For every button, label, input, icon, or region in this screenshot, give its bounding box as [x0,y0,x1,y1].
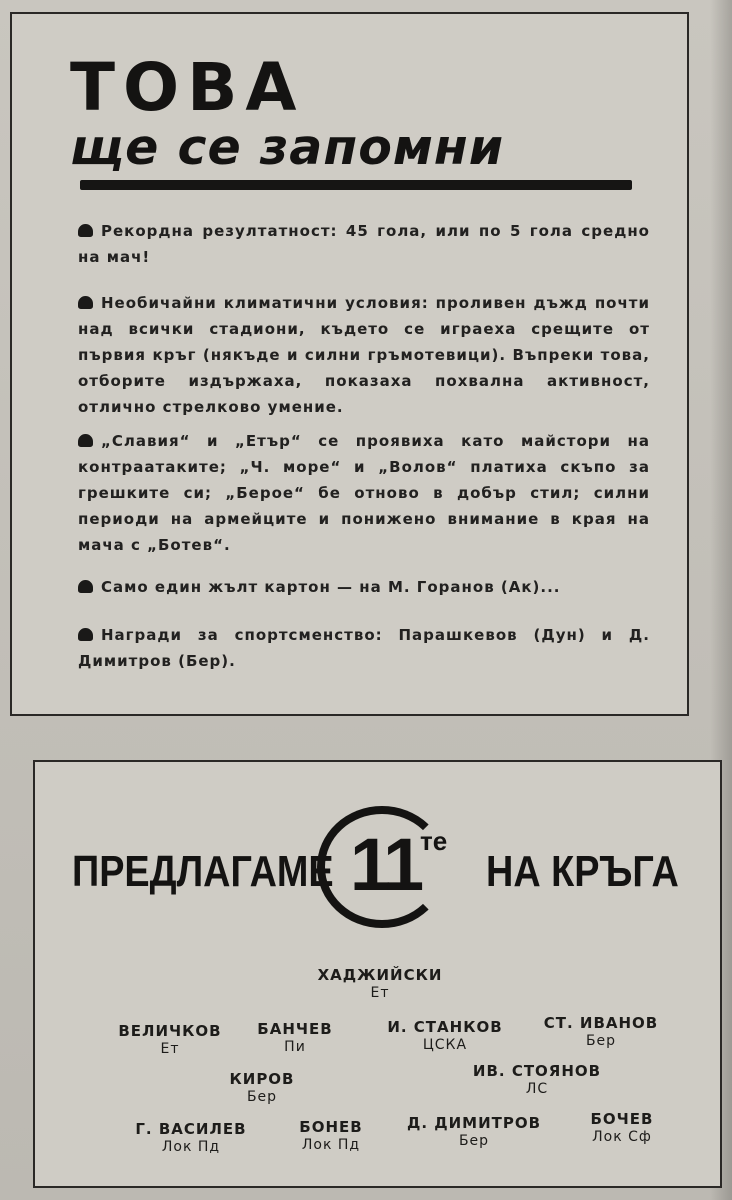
player-name: ИВ. СТОЯНОВ [472,1062,602,1080]
eleven-number: 11 [349,823,421,906]
player-midfielder [452,1062,622,1098]
heading-propose: ПРЕДЛАГАМЕ [72,847,334,896]
bullet-icon [78,296,93,309]
player-defender [526,1014,676,1050]
paragraph-text: Рекордна резултатност: 45 гола, или по 5 гола средно на мач! [78,222,650,266]
player-club: Ет [370,985,390,1001]
player-midfielder [212,1070,312,1106]
player-name: Г. ВАСИЛЕВ [135,1120,247,1138]
player-name: ХАДЖИЙСКИ [317,966,443,984]
player-defender [100,1022,240,1058]
article-title: ТОВА [70,49,305,126]
player-club: Бер [585,1033,617,1049]
player-name: ВЕЛИЧКОВ [118,1022,222,1040]
player-club: Бер [458,1133,490,1149]
player-defender [370,1018,520,1054]
player-club: Лок Пд [301,1137,361,1153]
paragraph-text: Само един жълт картон — на М. Горанов (Ак)... [101,578,561,596]
player-club: Лок Пд [161,1139,221,1155]
player-club: Лок Сф [592,1129,652,1145]
player-forward [572,1110,672,1146]
player-club: Бер [246,1089,278,1105]
bullet-icon [78,224,93,237]
player-name: БАНЧЕВ [257,1020,333,1038]
article-paragraph [78,218,650,270]
player-name: И. СТАНКОВ [387,1018,503,1036]
player-forward [394,1114,554,1150]
article-paragraph [78,574,650,600]
title-underline [80,180,632,190]
article-subtitle: ще се запомни [70,119,505,176]
player-club: ЦСКА [422,1037,468,1053]
player-name: Д. ДИМИТРОВ [406,1114,542,1132]
player-forward [116,1120,266,1156]
article-paragraph [78,428,650,558]
player-name: СТ. ИВАНОВ [543,1014,659,1032]
player-club: Ет [160,1041,180,1057]
player-club: ЛС [525,1081,549,1097]
eleven-suffix: те [420,826,448,856]
article-paragraph [78,290,650,420]
paragraph-text: „Славия“ и „Етър“ се проявиха като майстори на контраатаките; „Ч. море“ и „Волов“ платиха скъпо за грешките си; „Берое“ бе отново в добър стил; силни периоди на армейците и понижено внимание в края на мача с „Ботев“. [78,432,650,554]
heading-of-round: НА КРЪГА [486,847,679,896]
paragraph-text: Награди за спортсменство: Парашкевов (Дун) и Д. Димитров (Бер). [78,626,650,670]
bullet-icon [78,580,93,593]
player-forward [276,1118,386,1154]
bullet-icon [78,434,93,447]
article-paragraph [78,622,650,674]
player-goalkeeper [300,966,460,1002]
player-name: БОНЕВ [299,1118,363,1136]
player-name: КИРОВ [229,1070,295,1088]
player-defender [240,1020,350,1056]
bullet-icon [78,628,93,641]
player-club: Пи [284,1039,306,1055]
player-name: БОЧЕВ [590,1110,654,1128]
paragraph-text: Необичайни климатични условия: проливен дъжд почти над всички стадиони, където се играеха срещите от първия кръг (някъде и силни гръмотевици). Въпреки това, отборите издържаха, показаха похвална активност, отлично стрелково умение. [78,294,650,416]
